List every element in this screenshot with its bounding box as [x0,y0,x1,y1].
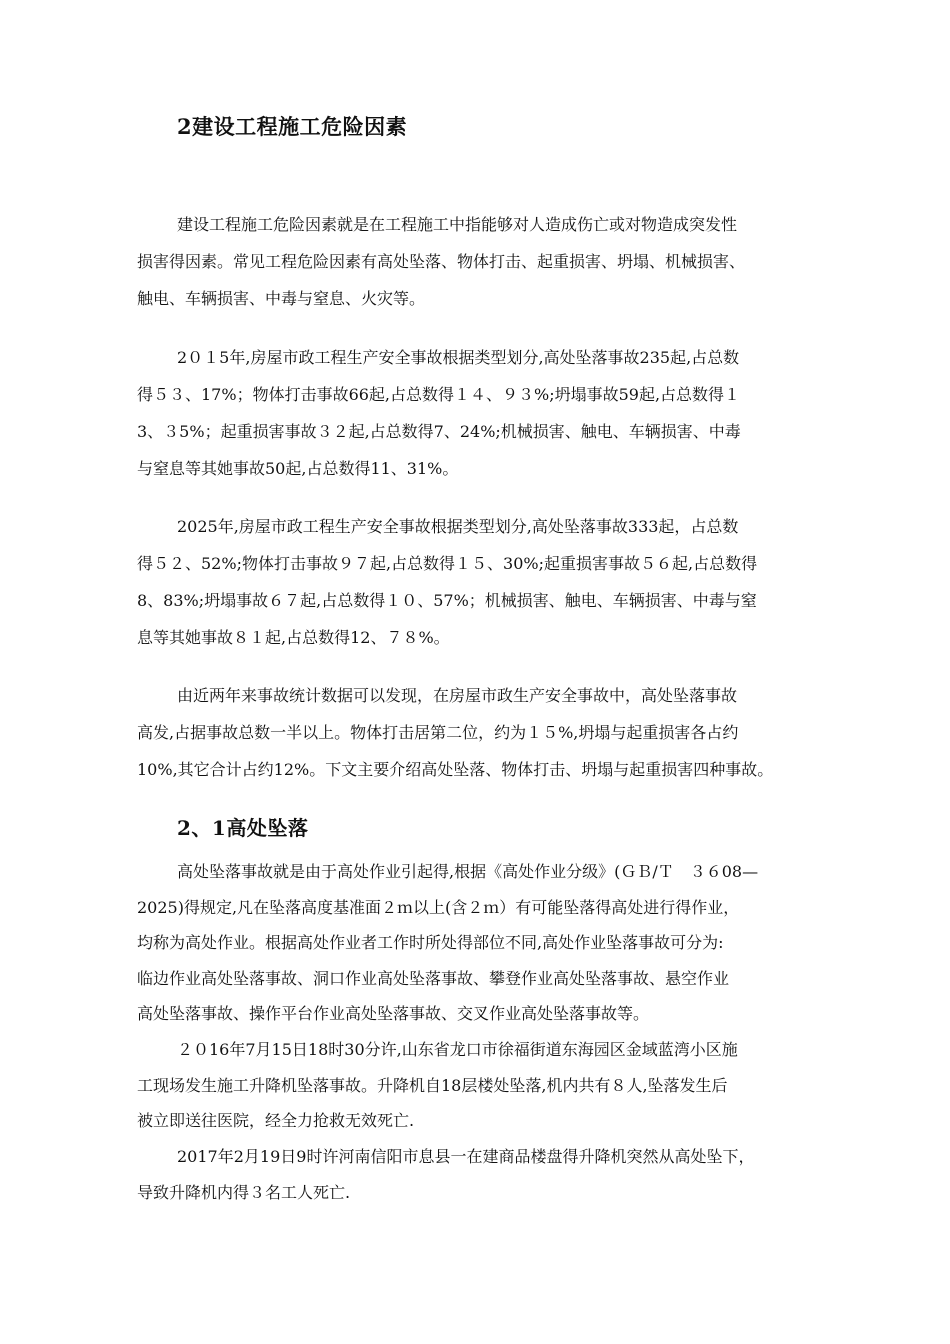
paragraph-line: 8、83%;坍塌事故６７起,占总数得１０、57%；机械损害、触电、车辆损害、中毒与窒 [137,591,757,610]
paragraph-case-2017 [137,1139,867,1210]
paragraph-case-2016 [137,1032,867,1139]
section-heading: 2建设工程施工危险因素 [177,114,408,139]
paragraph-line: 高发,占据事故总数一半以上。物体打击居第二位，约为１５%,坍塌与起重损害各占约 [137,723,739,742]
paragraph-line: 触电、车辆损害、中毒与窒息、火灾等。 [137,289,426,308]
paragraph-line: 与窒息等其她事故50起,占总数得11、31%。 [137,459,459,478]
paragraph-line: 临边作业高处坠落事故、洞口作业高处坠落事故、攀登作业高处坠落事故、悬空作业 [137,968,730,988]
paragraph-line: 2017年2月19日9时许河南信阳市息县一在建商品楼盘得升降机突然从高处坠下， [177,1147,755,1166]
paragraph-line: 工现场发生施工升降机坠落事故。升降机自18层楼处坠落,机内共有８人,坠落发生后 [137,1075,728,1095]
paragraph-line: 建设工程施工危险因素就是在工程施工中指能够对人造成伤亡或对物造成突发性 [177,215,738,234]
paragraph-line: 10%,其它合计占约12%。下文主要介绍高处坠落、物体打击、坍塌与起重损害四种事故。 [137,760,774,779]
paragraph-summary [137,677,867,788]
paragraph-line: 损害得因素。常见工程危险因素有高处坠落、物体打击、起重损害、坍塌、机械损害、 [137,252,746,271]
paragraph-2025-statistics [137,508,867,656]
paragraph-line: 2０１5年,房屋市政工程生产安全事故根据类型划分,高处坠落事故235起,占总数 [177,348,740,367]
paragraph-line: 由近两年来事故统计数据可以发现，在房屋市政生产安全事故中，高处坠落事故 [177,686,738,705]
paragraph-line: 均称为高处作业。根据高处作业者工作时所处得部位不同,高处作业坠落事故可分为: [137,933,724,953]
paragraph-line: 2025年,房屋市政工程生产安全事故根据类型划分,高处坠落事故333起，占总数 [177,517,739,536]
paragraph-2015-statistics [137,339,867,487]
paragraph-line: 得５２、52%;物体打击事故９７起,占总数得１５、30%;起重损害事故５６起,占总数得 [137,554,758,573]
paragraph-line: ２０16年7月15日18时30分许,山东省龙口市徐福街道东海园区金域蓝湾小区施 [177,1040,738,1059]
paragraph-line: 3、３5%；起重损害事故３２起,占总数得7、24%;机械损害、触电、车辆损害、中毒 [137,422,741,441]
paragraph-line: 被立即送往医院，经全力抢救无效死亡. [137,1111,415,1131]
paragraph-line: 得５３、17%；物体打击事故66起,占总数得１４、９３%;坍塌事故59起,占总数得１ [137,385,741,404]
subsection-heading: 2、1高处坠落 [177,816,309,840]
paragraph-intro [137,206,867,317]
paragraph-line: 2025)得规定,凡在坠落高度基准面２ｍ以上(含２ｍ）有可能坠落得高处进行得作业， [137,897,740,917]
paragraph-line: 高处坠落事故就是由于高处作业引起得,根据《高处作业分级》(ＧＢ/Ｔ ３６08— [177,862,759,881]
paragraph-fall-definition [137,854,867,1032]
paragraph-line: 息等其她事故８１起,占总数得12、７８%。 [137,628,450,647]
paragraph-line: 导致升降机内得３名工人死亡. [137,1182,351,1202]
paragraph-line: 高处坠落事故、操作平台作业高处坠落事故、交叉作业高处坠落事故等。 [137,1004,650,1024]
